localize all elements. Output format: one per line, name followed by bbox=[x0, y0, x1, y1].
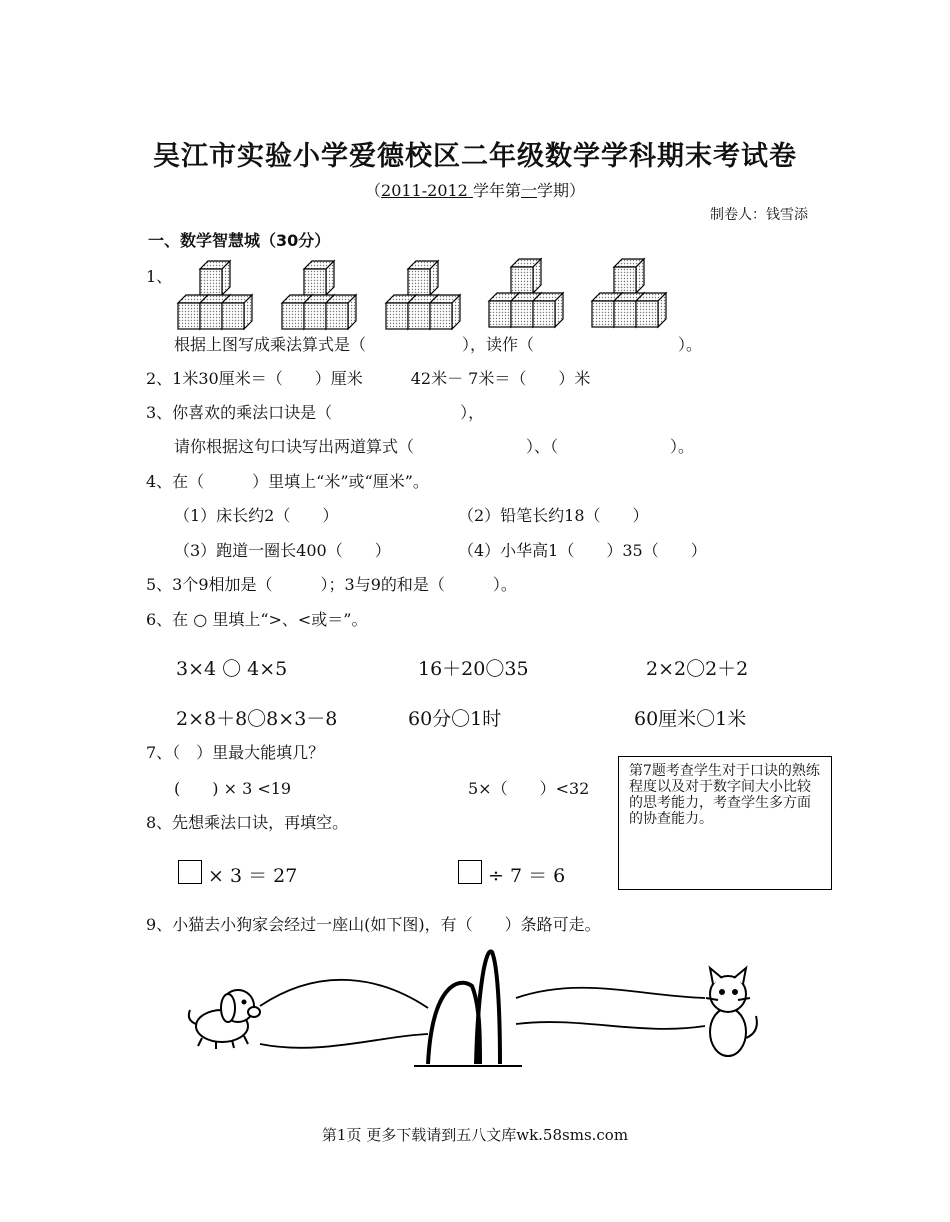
q8-expr-1: × 3 ＝ 27 bbox=[208, 865, 298, 887]
answer-box bbox=[458, 860, 482, 884]
cube-figures bbox=[176, 258, 666, 328]
exam-subtitle bbox=[0, 178, 950, 201]
q2-text: 2、1米30厘米＝（ ）厘米 42米－ 7米＝（ ）米 bbox=[146, 369, 591, 388]
cube-group-2 bbox=[282, 261, 356, 329]
q5-text: 5、3个9相加是（ ）；3与9的和是（ ）。 bbox=[146, 575, 517, 594]
subtitle-open: （ bbox=[365, 181, 382, 200]
q4-item-2: （2）铅笔长约18（ ） bbox=[458, 506, 649, 525]
cat-icon bbox=[706, 968, 757, 1056]
q9-text: 9、小猫去小狗家会经过一座山(如下图)，有（ ）条路可走。 bbox=[146, 915, 601, 934]
q8-item-2 bbox=[458, 860, 565, 888]
path-right-bottom bbox=[516, 1022, 705, 1029]
subtitle-mid: 学年第 bbox=[472, 181, 521, 200]
q1-number: 1、 bbox=[146, 267, 173, 286]
q1-text: 根据上图写成乘法算式是（ ），读作（ ）。 bbox=[174, 335, 703, 354]
paths-illustration bbox=[180, 946, 770, 1076]
cube-group-1 bbox=[178, 261, 252, 329]
teacher-note-box: 第7题考查学生对于口诀的熟练程度以及对于数字间大小比较的思考能力，考查学生多方面的协查能力。 bbox=[618, 756, 832, 890]
q4-text: 4、在（ ）里填上“米”或“厘米”。 bbox=[146, 472, 429, 491]
subtitle-close: 学期） bbox=[536, 181, 585, 200]
answer-box bbox=[178, 860, 202, 884]
q6-expr-4: 2×8＋8〇8×3－8 bbox=[176, 708, 338, 730]
path-left-bottom bbox=[260, 1034, 428, 1048]
q7-item-1: ( ) × 3 <19 bbox=[174, 779, 292, 798]
q4-item-3: （3）跑道一圈长400（ ） bbox=[174, 541, 391, 560]
q3-text-2: 请你根据这句口诀写出两道算式（ ）、（ ）。 bbox=[174, 437, 695, 456]
q4-item-1: （1）床长约2（ ） bbox=[174, 506, 339, 525]
path-left-top bbox=[260, 980, 428, 1008]
q7-text: 7、（ ）里最大能填几？ bbox=[146, 743, 325, 762]
dog-icon bbox=[189, 990, 260, 1049]
exam-author: 制卷人：钱雪添 bbox=[710, 207, 808, 223]
subtitle-years: 2011-2012 bbox=[381, 181, 473, 200]
q6-text: 6、在 ○ 里填上“>、<或＝”。 bbox=[146, 610, 368, 629]
q8-text: 8、先想乘法口诀，再填空。 bbox=[146, 813, 349, 832]
mountain-icon bbox=[414, 951, 522, 1066]
q3-text-1: 3、你喜欢的乘法口诀是（ ）， bbox=[146, 403, 485, 422]
path-right-top bbox=[516, 988, 705, 998]
q6-expr-6: 60厘米〇1米 bbox=[634, 708, 747, 730]
subtitle-term: 一 bbox=[520, 181, 537, 200]
cube-group-3 bbox=[386, 261, 460, 329]
cube-group-4 bbox=[489, 259, 563, 327]
q6-expr-2: 16＋20〇35 bbox=[418, 658, 529, 680]
q6-expr-1: 3×4 〇 4×5 bbox=[176, 658, 288, 680]
q6-expr-5: 60分〇1时 bbox=[408, 708, 502, 730]
q6-expr-3: 2×2〇2＋2 bbox=[646, 658, 749, 680]
cube-group-5 bbox=[592, 259, 666, 327]
page-footer: 第1页 更多下载请到五八文库wk.58sms.com bbox=[321, 1126, 629, 1144]
exam-title: 吴江市实验小学爱德校区二年级数学学科期末考试卷 bbox=[153, 141, 797, 172]
q4-item-4: （4）小华高1（ ）35（ ） bbox=[458, 541, 707, 560]
q7-item-2: 5×（ ）<32 bbox=[468, 779, 590, 798]
q8-item-1 bbox=[178, 860, 297, 888]
q8-expr-2: ÷ 7 ＝ 6 bbox=[488, 865, 566, 887]
section-heading: 一、数学智慧城（30分） bbox=[148, 231, 331, 250]
